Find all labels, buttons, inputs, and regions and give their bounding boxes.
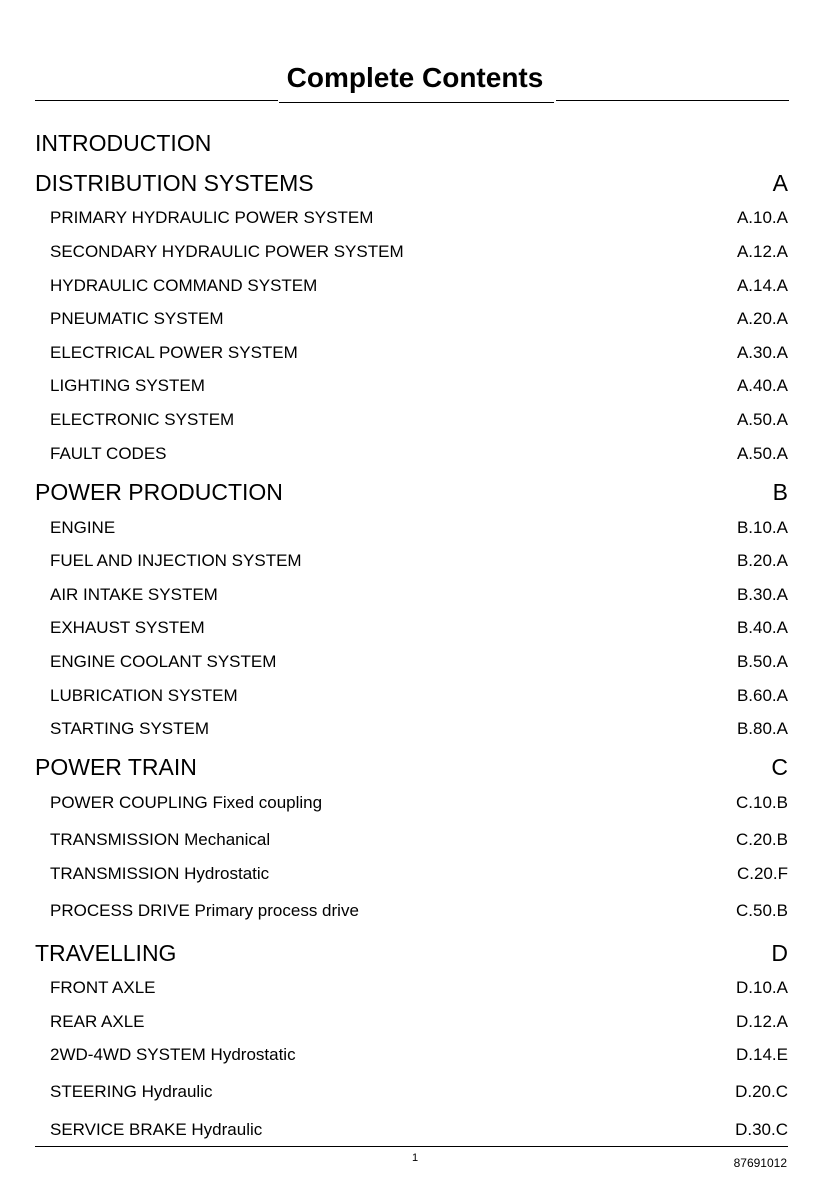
title-rule-center <box>279 102 554 103</box>
entry-code: B.60.A <box>736 686 788 705</box>
entry-label: PRIMARY HYDRAULIC POWER SYSTEM <box>50 208 374 227</box>
entry-code: B.20.A <box>736 551 788 570</box>
section-power-production[interactable] <box>35 478 788 506</box>
entry-label: 2WD-4WD SYSTEM Hydrostatic <box>50 1045 296 1064</box>
entry-code: A.12.A <box>736 242 788 261</box>
entry-code: A.30.A <box>736 343 788 362</box>
entry-label: FRONT AXLE <box>50 978 156 997</box>
entry-code: A.20.A <box>736 309 788 328</box>
entry-code: B.40.A <box>736 618 788 637</box>
page-number: 1 <box>411 1152 419 1164</box>
toc-entry[interactable] <box>50 863 788 885</box>
section-label: POWER PRODUCTION <box>35 479 283 505</box>
entry-label: ELECTRONIC SYSTEM <box>50 410 235 429</box>
toc-entry[interactable] <box>50 409 788 431</box>
entry-label: LIGHTING SYSTEM <box>50 376 205 395</box>
toc-entry[interactable] <box>50 375 788 397</box>
entry-label: EXHAUST SYSTEM <box>50 618 205 637</box>
toc-entry[interactable] <box>50 977 788 999</box>
entry-label: STARTING SYSTEM <box>50 719 210 738</box>
entry-code: A.10.A <box>736 208 788 227</box>
title-rule-right <box>556 100 789 101</box>
toc-entry[interactable] <box>50 617 788 639</box>
toc-entry[interactable] <box>50 1119 788 1141</box>
toc-entry[interactable] <box>50 241 788 263</box>
toc-entry[interactable] <box>50 829 788 851</box>
entry-label: TRANSMISSION Hydrostatic <box>50 864 270 883</box>
entry-label: HYDRAULIC COMMAND SYSTEM <box>50 276 318 295</box>
section-code: B <box>772 479 788 505</box>
entry-label: ENGINE COOLANT SYSTEM <box>50 652 277 671</box>
entry-label: SECONDARY HYDRAULIC POWER SYSTEM <box>50 242 404 261</box>
entry-code: C.50.B <box>736 901 788 920</box>
entry-label: FAULT CODES <box>50 444 167 463</box>
entry-label: PROCESS DRIVE Primary process drive <box>50 901 359 920</box>
entry-label: PNEUMATIC SYSTEM <box>50 309 224 328</box>
title-rule-left <box>35 100 278 101</box>
section-code: C <box>771 754 788 780</box>
entry-code: D.14.E <box>736 1045 788 1064</box>
section-label: TRAVELLING <box>35 940 177 966</box>
section-label: POWER TRAIN <box>35 754 197 780</box>
toc-entry[interactable] <box>50 1011 788 1033</box>
entry-code: D.10.A <box>736 978 788 997</box>
toc-entry[interactable] <box>50 651 788 673</box>
entry-code: C.20.B <box>736 830 788 849</box>
section-label: INTRODUCTION <box>35 130 212 156</box>
toc-entry[interactable] <box>50 685 788 707</box>
toc-entry[interactable] <box>50 792 788 814</box>
toc-entry[interactable] <box>50 207 788 229</box>
toc-entry[interactable] <box>50 308 788 330</box>
section-travelling[interactable] <box>35 939 788 967</box>
toc-entry[interactable] <box>50 443 788 465</box>
toc-entry[interactable] <box>50 550 788 572</box>
entry-code: B.30.A <box>736 585 788 604</box>
entry-label: STEERING Hydraulic <box>50 1082 213 1101</box>
section-code: D <box>771 940 788 966</box>
entry-code: C.10.B <box>736 793 788 812</box>
page-title: Complete Contents <box>286 62 544 93</box>
entry-code: B.50.A <box>736 652 788 671</box>
entry-code: D.20.C <box>735 1082 788 1101</box>
entry-code: A.14.A <box>736 276 788 295</box>
toc-entry[interactable] <box>50 275 788 297</box>
entry-label: POWER COUPLING Fixed coupling <box>50 793 323 812</box>
entry-code: A.40.A <box>736 376 788 395</box>
entry-label: TRANSMISSION Mechanical <box>50 830 271 849</box>
entry-label: ELECTRICAL POWER SYSTEM <box>50 343 298 362</box>
document-number: 87691012 <box>733 1156 787 1170</box>
section-introduction[interactable] <box>35 129 788 157</box>
entry-label: SERVICE BRAKE Hydraulic <box>50 1120 263 1139</box>
entry-code: D.12.A <box>736 1012 788 1031</box>
entry-code: D.30.C <box>735 1120 788 1139</box>
footer-rule <box>35 1146 788 1147</box>
entry-code: B.80.A <box>736 719 788 738</box>
entry-code: B.10.A <box>736 518 788 537</box>
section-distribution-systems[interactable] <box>35 169 788 197</box>
entry-label: ENGINE <box>50 518 116 537</box>
entry-label: REAR AXLE <box>50 1012 145 1031</box>
section-code: A <box>772 170 788 196</box>
toc-entry[interactable] <box>50 718 788 740</box>
entry-code: A.50.A <box>736 444 788 463</box>
entry-code: A.50.A <box>736 410 788 429</box>
toc-entry[interactable] <box>50 584 788 606</box>
section-power-train[interactable] <box>35 753 788 781</box>
section-label: DISTRIBUTION SYSTEMS <box>35 170 314 196</box>
toc-entry[interactable] <box>50 1044 788 1066</box>
toc-entry[interactable] <box>50 1081 788 1103</box>
toc-entry[interactable] <box>50 900 788 922</box>
entry-label: AIR INTAKE SYSTEM <box>50 585 218 604</box>
entry-label: FUEL AND INJECTION SYSTEM <box>50 551 302 570</box>
entry-label: LUBRICATION SYSTEM <box>50 686 238 705</box>
entry-code: C.20.F <box>736 864 788 883</box>
toc-entry[interactable] <box>50 517 788 539</box>
toc-entry[interactable] <box>50 342 788 364</box>
